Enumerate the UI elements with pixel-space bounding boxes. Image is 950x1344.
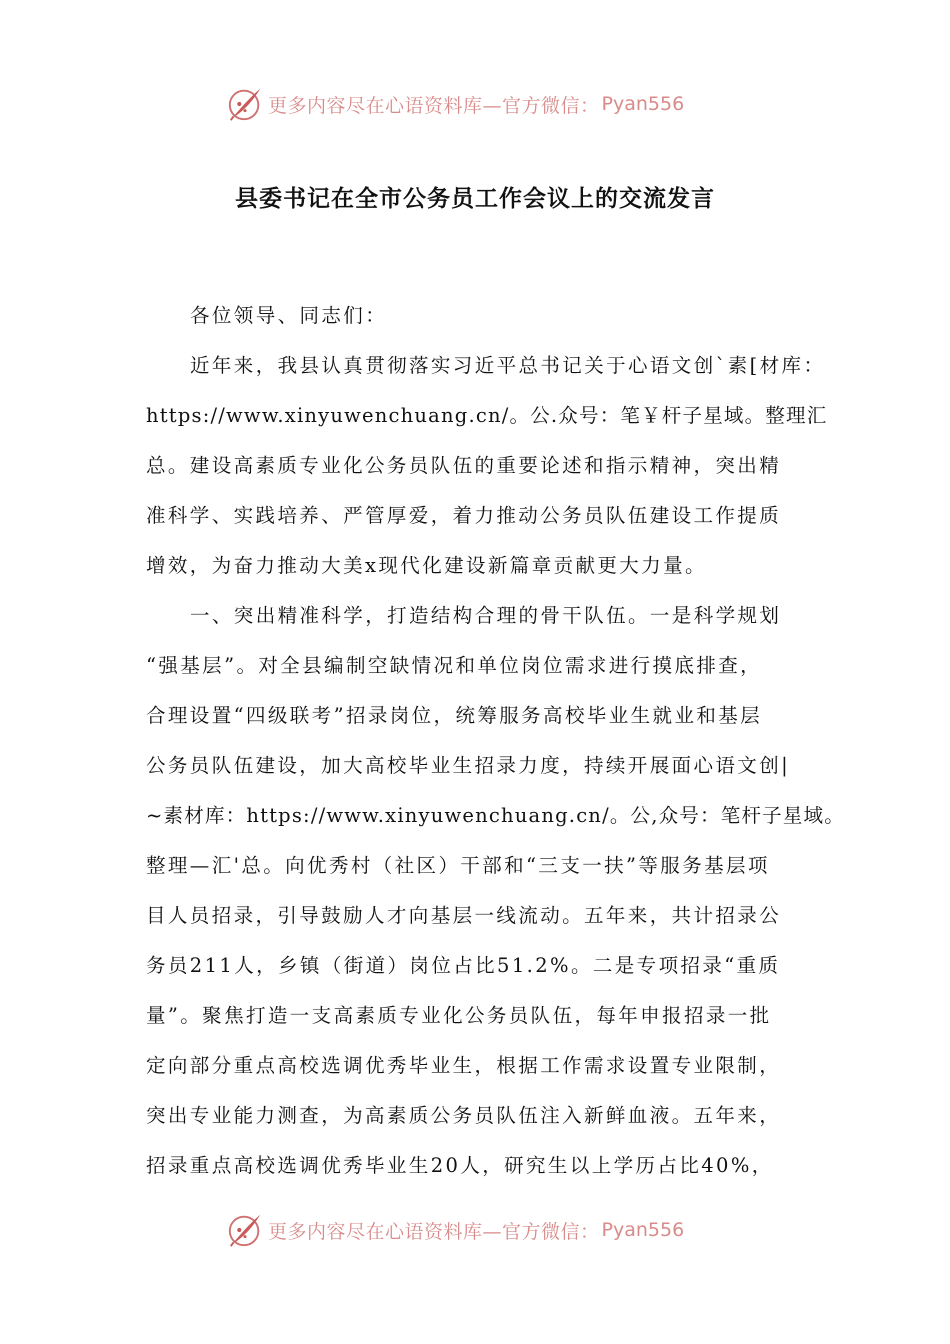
document-title: 县委书记在全市公务员工作会议上的交流发言	[235, 186, 715, 212]
body-line: 准科学、实践培养、严管厚爱，着力推动公务员队伍建设工作提质	[146, 504, 782, 527]
body-line: 公务员队伍建设，加大高校毕业生招录力度，持续开展面心语文创|	[146, 754, 791, 777]
body-line: “强基层”。对全县编制空缺情况和单位岗位需求进行摸底排查，	[146, 654, 763, 677]
body-line: 定向部分重点高校选调优秀毕业生，根据工作需求设置专业限制，	[146, 1054, 782, 1077]
watermark-handle: Pyan556	[601, 1219, 685, 1241]
body-line: 近年来，我县认真贯彻落实习近平总书记关于心语文创`素[材库：	[190, 354, 826, 377]
quill-logo-icon	[226, 1211, 264, 1249]
watermark-banner-top	[226, 84, 726, 124]
watermark-text: 更多内容尽在心语资料库—官方微信：	[268, 94, 600, 117]
watermark-handle: Pyan556	[601, 93, 685, 115]
body-line: 突出专业能力测查，为高素质公务员队伍注入新鲜血液。五年来，	[146, 1104, 782, 1127]
body-line: 一、突出精准科学，打造结构合理的骨干队伍。一是科学规划	[190, 604, 782, 627]
body-line: https://www.xinyuwenchuang.cn/。公.众号：笔￥杆子星域。整理汇	[146, 404, 828, 427]
body-line: 招录重点高校选调优秀毕业生20人，研究生以上学历占比40%，	[146, 1154, 774, 1177]
body-line: 务员211人，乡镇（街道）岗位占比51.2%。二是专项招录“重质	[146, 954, 781, 977]
body-line: 量”。聚焦打造一支高素质专业化公务员队伍，每年申报招录一批	[146, 1004, 772, 1027]
body-line: 整理—汇'总。向优秀村（社区）干部和“三支一扶”等服务基层项	[146, 854, 770, 877]
body-line: 合理设置“四级联考”招录岗位，统筹服务高校毕业生就业和基层	[146, 704, 763, 727]
body-line: ~素材库：https://www.xinyuwenchuang.cn/。公,众号：笔杆子星域。	[146, 804, 845, 827]
body-line: 总。建设高素质专业化公务员队伍的重要论述和指示精神，突出精	[146, 454, 782, 477]
body-line: 各位领导、同志们：	[190, 304, 388, 327]
watermark-banner-bottom	[226, 1210, 726, 1250]
body-line: 目人员招录，引导鼓励人才向基层一线流动。五年来，共计招录公	[146, 904, 782, 927]
quill-logo-icon	[226, 85, 264, 123]
watermark-text: 更多内容尽在心语资料库—官方微信：	[268, 1220, 600, 1243]
body-line: 增效，为奋力推动大美x现代化建设新篇章贡献更大力量。	[146, 554, 707, 577]
